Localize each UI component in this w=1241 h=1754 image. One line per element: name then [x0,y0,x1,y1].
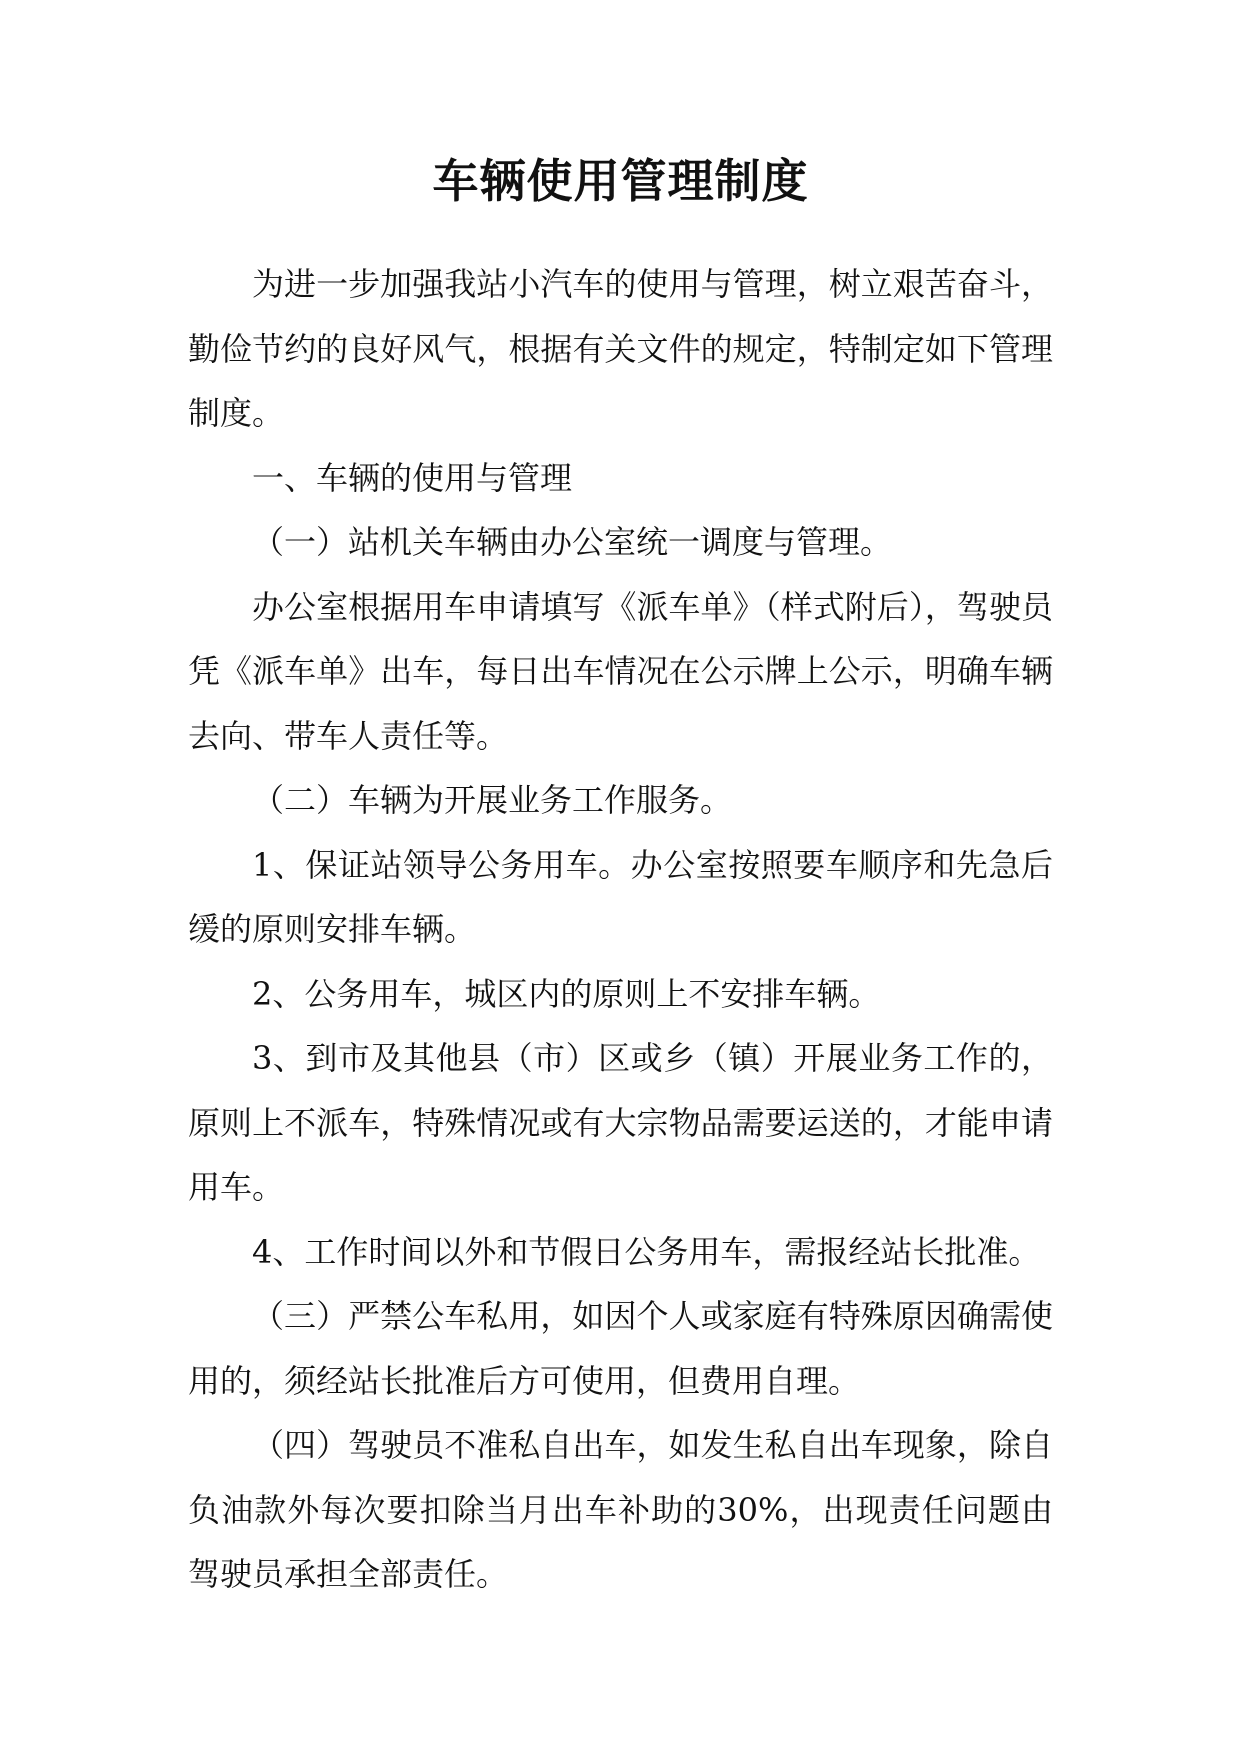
clause-2: （二）车辆为开展业务工作服务。 [252,781,733,819]
clause-3: （三）严禁公车私用，如因个人或家庭有特殊原因确需使用的，须经站长批准后方可使用，但费用自理。 [188,1297,1053,1400]
clause-1: （一）站机关车辆由办公室统一调度与管理。 [252,523,893,561]
document-body [188,252,1053,1607]
document-title: 车辆使用管理制度 [432,153,809,208]
paragraph-intro: 为进一步加强我站小汽车的使用与管理，树立艰苦奋斗，勤俭节约的良好风气，根据有关文件的规定，特制定如下管理制度。 [188,265,1053,432]
clause-4: （四）驾驶员不准私自出车，如发生私自出车现象，除自负油款外每次要扣除当月出车补助的30%，出现责任问题由驾驶员承担全部责任。 [188,1426,1053,1593]
item-2: 2、公务用车，城区内的原则上不安排车辆。 [252,974,881,1013]
item-3: 3、到市及其他县（市）区或乡（镇）开展业务工作的，原则上不派车，特殊情况或有大宗物品需要运送的，才能申请用车。 [188,1039,1053,1206]
paragraph-dispatch: 办公室根据用车申请填写《派车单》（样式附后），驾驶员凭《派车单》出车，每日出车情况在公示牌上公示，明确车辆去向、带车人责任等。 [188,587,1053,755]
item-4: 4、工作时间以外和节假日公务用车，需报经站长批准。 [252,1232,1041,1271]
item-1: 1、保证站领导公务用车。办公室按照要车顺序和先急后缓的原则安排车辆。 [188,845,1053,948]
section-heading-1: 一、车辆的使用与管理 [252,458,573,497]
